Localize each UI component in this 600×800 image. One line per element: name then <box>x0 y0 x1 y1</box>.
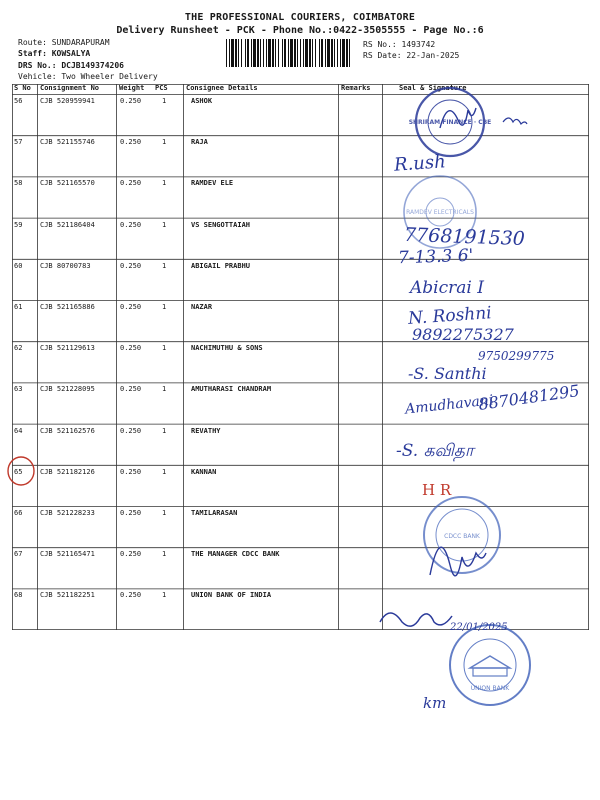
electrical-stamp-text: RAMDEV ELECTRICALS <box>406 209 474 216</box>
table-row <box>12 97 589 109</box>
row-consignment: CJB 521182126 <box>40 467 95 476</box>
row-pcs: 1 <box>162 179 167 188</box>
row-sno: 58 <box>14 179 23 188</box>
row-weight: 0.250 <box>120 467 142 476</box>
row-pcs: 1 <box>162 344 167 353</box>
table-row <box>12 550 589 562</box>
drs-label: DRS No.: DCJB149374206 <box>18 61 124 70</box>
col-sno: S No <box>14 84 31 92</box>
row-consignment: CJB 521162576 <box>40 426 95 435</box>
hand-r59: 7768191530 <box>403 223 526 251</box>
row-pcs: 1 <box>162 138 167 147</box>
row-sno: 64 <box>14 426 23 435</box>
row-consignee: RAMDEV ELE <box>191 179 234 188</box>
hand-r64: -S. கவிதா <box>396 441 474 461</box>
staff-label: Staff: KOWSALYA <box>18 49 91 58</box>
row-consignment: CJB 521182251 <box>40 591 95 600</box>
hand-r61: N. Roshni <box>407 303 493 329</box>
row-pcs: 1 <box>162 509 167 517</box>
col-consignment: Consignment No <box>40 84 100 92</box>
table-row <box>12 303 589 315</box>
row-weight: 0.250 <box>120 509 142 517</box>
row-consignee: KANNAN <box>191 467 217 476</box>
hand-r57: R.ush <box>393 151 447 176</box>
hand-date: 22/01/2025 <box>450 622 508 633</box>
col-consignee: Consignee Details <box>186 84 258 92</box>
row-weight: 0.250 <box>120 426 142 435</box>
rs-date-label: RS Date: 22-Jan-2025 <box>363 51 460 60</box>
shriram-stamp-text: SHRIRAM FINANCE · CBE <box>408 119 492 126</box>
col-weight: Weight <box>119 84 145 92</box>
row-pcs: 1 <box>162 591 167 600</box>
row-consignee: ABIGAIL PRABHU <box>191 261 251 270</box>
row-pcs: 1 <box>162 385 167 394</box>
hand-r62: 9750299775 <box>478 349 555 363</box>
table-row <box>12 468 589 480</box>
row-consignment: CJB 521228233 <box>40 509 95 517</box>
route-label: Route: SUNDARAPURAM <box>18 38 110 47</box>
row-consignment: CJB 520959941 <box>40 97 95 105</box>
row-consignee: UNION BANK OF INDIA <box>191 591 272 600</box>
row-weight: 0.250 <box>120 385 142 394</box>
row-weight: 0.250 <box>120 97 142 105</box>
row-weight: 0.250 <box>120 344 142 353</box>
rs-no-label: RS No.: 1493742 <box>363 40 436 49</box>
col-seal: Seal & Signature <box>399 84 467 92</box>
table-row <box>12 509 589 521</box>
table-row <box>12 427 589 439</box>
col-remarks: Remarks <box>341 84 371 92</box>
row-consignee: ASHOK <box>191 97 213 105</box>
union-stamp <box>450 625 530 705</box>
row-sno: 59 <box>14 220 23 229</box>
row-sno: 65 <box>14 467 23 476</box>
row-pcs: 1 <box>162 303 167 311</box>
company-title: THE PROFESSIONAL COURIERS, COIMBATORE <box>184 12 416 23</box>
row-pcs: 1 <box>162 220 167 229</box>
row-sno: 68 <box>14 591 23 600</box>
row-pcs: 1 <box>162 550 167 559</box>
hand-r62b: -S. Santhi <box>408 364 487 383</box>
row-consignment: CJB 521228095 <box>40 385 95 394</box>
row-consignment: CJB 521165886 <box>40 303 95 311</box>
hand-hr: H R <box>422 481 452 499</box>
hand-r63: Amudhavani <box>404 392 495 418</box>
hand-r60: Abicrai I <box>410 278 484 298</box>
table-row <box>12 138 589 150</box>
hand-r63b: 8870481295 <box>477 381 581 414</box>
row-sno: 56 <box>14 97 23 105</box>
hand-r59b: 7-13.3 6' <box>397 245 474 269</box>
row-sno: 60 <box>14 261 23 270</box>
row-weight: 0.250 <box>120 550 142 559</box>
row-consignee: VS SENGOTTAIAH <box>191 220 251 229</box>
row-consignee: THE MANAGER CDCC BANK <box>191 550 280 559</box>
row-weight: 0.250 <box>120 220 142 229</box>
row-pcs: 1 <box>162 97 167 105</box>
row-consignee: AMUTHARASI CHANDRAM <box>191 385 272 394</box>
hand-r61b: 9892275327 <box>412 325 514 344</box>
row-weight: 0.250 <box>120 591 142 600</box>
barcode <box>226 39 350 67</box>
table-row <box>12 591 589 603</box>
row-consignee: RAJA <box>191 138 208 147</box>
row-consignment: CJB 521129613 <box>40 344 95 353</box>
runsheet-title: Delivery Runsheet - PCK - Phone No.:0422-3505555 - Page No.:6 <box>116 25 484 36</box>
row-consignee: REVATHY <box>191 426 221 435</box>
row-weight: 0.250 <box>120 138 142 147</box>
row-consignment: CJB 521155746 <box>40 138 95 147</box>
cdcc-stamp-text: CDCC BANK <box>444 533 480 540</box>
table-row <box>12 262 589 274</box>
row-pcs: 1 <box>162 467 167 476</box>
union-stamp-text: UNION BANK <box>470 685 510 692</box>
row-sno: 62 <box>14 344 23 353</box>
row-consignee: NAZAR <box>191 303 213 311</box>
col-pcs: PCS <box>155 84 168 92</box>
row-consignment: CJB 80700783 <box>40 261 91 270</box>
row-consignee: NACHIMUTHU & SONS <box>191 344 263 353</box>
row-sno: 61 <box>14 303 23 311</box>
row-sno: 63 <box>14 385 23 394</box>
row-consignment: CJB 521165471 <box>40 550 95 559</box>
row-weight: 0.250 <box>120 261 142 270</box>
hand-initials: km <box>423 694 447 712</box>
row-consignment: CJB 521165570 <box>40 179 95 188</box>
row-consignment: CJB 521186404 <box>40 220 95 229</box>
row-sno: 66 <box>14 509 23 517</box>
table-row <box>12 179 589 191</box>
row-weight: 0.250 <box>120 303 142 311</box>
row-pcs: 1 <box>162 426 167 435</box>
vehicle-label: Vehicle: Two Wheeler Delivery <box>18 72 158 81</box>
row-consignee: TAMILARASAN <box>191 509 238 517</box>
row-pcs: 1 <box>162 261 167 270</box>
row-sno: 57 <box>14 138 23 147</box>
row-weight: 0.250 <box>120 179 142 188</box>
row-sno: 67 <box>14 550 23 559</box>
